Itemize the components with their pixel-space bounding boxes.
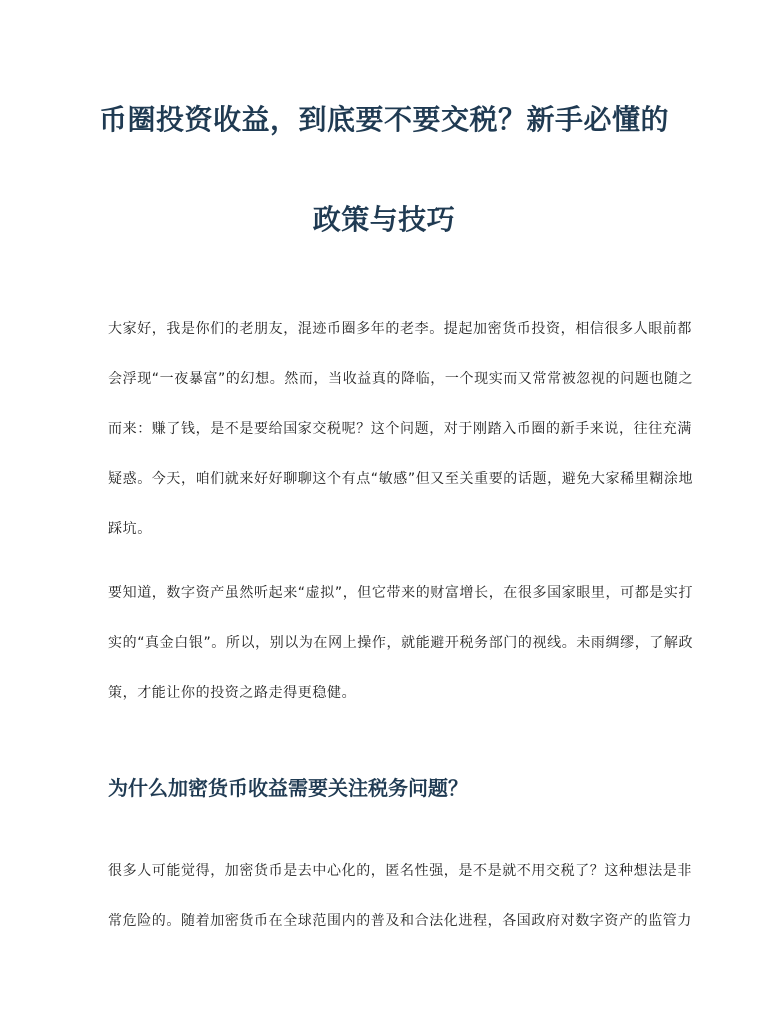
paragraph-2-line-1: 要知道，数字资产虽然听起来“虚拟”，但它带来的财富增长，在很多国家眼里，可都是实打: [108, 585, 694, 601]
paragraph-1-line-2: 会浮现“一夜暴富”的幻想。然而，当收益真的降临，一个现实而又常常被忽视的问题也随之: [108, 371, 694, 387]
paragraph-1-line-1: 大家好，我是你们的老朋友，混迹币圈多年的老李。提起加密货币投资，相信很多人眼前都: [108, 321, 692, 337]
paragraph-2-line-3: 策，才能让你的投资之路走得更稳健。: [108, 685, 357, 701]
article-title-line-1: 币圈投资收益，到底要不要交税？新手必懂的: [98, 103, 669, 136]
paragraph-3-line-1: 很多人可能觉得，加密货币是去中心化的，匿名性强，是不是就不用交税了？这种想法是非: [108, 863, 692, 879]
paragraph-1-line-3: 而来：赚了钱，是不是要给国家交税呢？这个问题，对于刚踏入币圈的新手来说，往往充满: [108, 421, 692, 437]
section-heading: 为什么加密货币收益需要关注税务问题？: [108, 776, 468, 800]
paragraph-3-line-2: 常危险的。随着加密货币在全球范围内的普及和合法化进程，各国政府对数字资产的监管力: [108, 913, 692, 929]
article-title-line-2: 政策与技巧: [312, 203, 456, 236]
paragraph-2-line-2: 实的“真金白银”。所以，别以为在网上操作，就能避开税务部门的视线。未雨绸缪，了解政: [108, 635, 694, 651]
paragraph-1-line-4: 疑惑。今天，咱们就来好好聊聊这个有点“敏感”但又至关重要的话题，避免大家稀里糊涂地: [108, 471, 694, 487]
paragraph-1-line-5: 踩坑。: [108, 521, 152, 537]
